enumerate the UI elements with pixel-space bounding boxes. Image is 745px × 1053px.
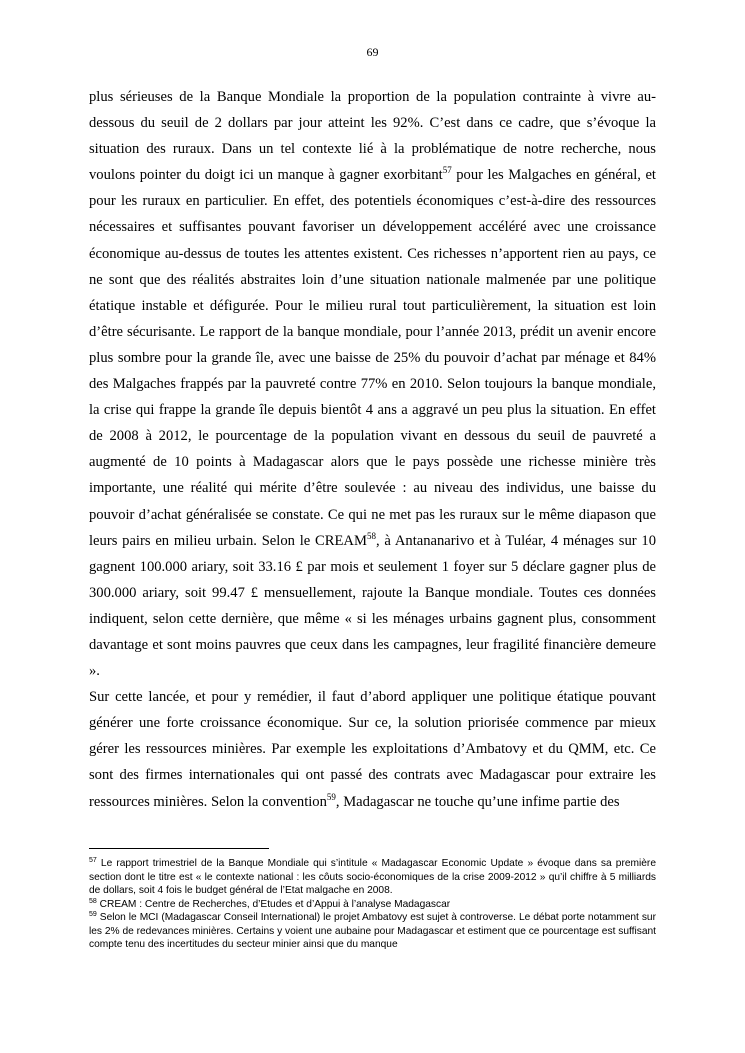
footnote-57 (89, 857, 656, 898)
footnote-58 (89, 898, 656, 912)
footnote-number: 59 (89, 911, 97, 918)
footnote-59 (89, 911, 656, 952)
footnote-ref-57: 57 (442, 165, 452, 176)
footnote-text: Selon le MCI (Madagascar Conseil International) le projet Ambatovy est sujet à controverse. Le débat porte notamment sur les 2% de redevances minières. Certains y voient une aubaine pour Madagascar et estiment que ce pourcentage est suffisant compte tenu des incertitudes du secteur minier ainsi que du manque (89, 912, 656, 950)
page-number: 69 (366, 45, 379, 59)
footnotes (89, 857, 656, 952)
paragraph-1 (89, 84, 656, 684)
footnote-text: Le rapport trimestriel de la Banque Mondiale qui s’intitule « Madagascar Economic Update » évoque dans sa première section dont le titre est « le contexte national : les côuts socio-économiques de la crise 2009-2012 » qu’il chiffre à 5 milliards de dollars, soit 4 fois le budget général de l’Etat malgache en 2008. (89, 858, 656, 896)
footnote-number: 58 (89, 897, 97, 905)
paragraph-1-part-c: , à Antananarivo et à Tuléar, 4 ménages sur 10 gagnent 100.000 ariary, soit 33.16 £ par mois et seulement 1 foyer sur 5 déclare gagner plus de 300.000 ariary, soit 99.47 £ mensuellement, rajoute la Banque mondiale. Toutes ces données indiquent, selon cette dernière, que même « si les ménages urbains gagnent plus, consomment davantage et sont moins pauvres que ceux dans les campagnes, leur fragilité financière demeure ». (89, 532, 656, 680)
footnote-ref-58: 58 (366, 530, 376, 541)
paragraph-2 (89, 684, 656, 814)
footnote-ref-59: 59 (326, 791, 336, 802)
paragraph-1-part-b: pour les Malgaches en général, et pour les ruraux en particulier. En effet, des potentiels économiques c’est-à-dire des ressources nécessaires et suffisantes pouvant favoriser un développement accéléré avec une croissance économique au-dessus de toutes les attentes existent. Ces richesses n’apportent rien au pays, ce ne sont que des réalités abstraites loin d’une situation nationale malmenée par une politique étatique instable et défigurée. Pour le milieu rural tout particulièrement, la situation est loin d’être sécurisante. Le rapport de la banque mondiale, pour l’année 2013, prédit un avenir encore plus sombre pour la grande île, avec une baisse de 25% du pouvoir d’achat par ménage et 84% des Malgaches frappés par la pauvreté contre 77% en 2010. Selon toujours la banque mondiale, la crise qui frappe la grande île depuis bientôt 4 ans a aggravé un peu plus la situation. En effet de 2008 à 2012, le pourcentage de la population vivant en dessous du seuil de pauvreté a augmenté de 10 points à Madagascar alors que le pays possède une richesse minière très importante, une réalité qui mérite d’être soulevée : au niveau des individus, une baisse du pouvoir d’achat généralisée se constate. Ce qui ne met pas les ruraux sur le même diapason que leurs pairs en milieu urbain. Selon le CREAM (89, 167, 656, 549)
footnote-number: 57 (89, 857, 97, 864)
body-text (89, 84, 656, 815)
paragraph-1-part-a: plus sérieuses de la Banque Mondiale la proportion de la population contrainte à vivre au-dessous du seuil de 2 dollars par jour atteint les 92%. C’est dans ce cadre, que s’évoque la situation des ruraux. Dans un tel contexte lié à la problématique de notre recherche, nous voulons pointer du doigt ici un manque à gagner exorbitant (89, 89, 656, 184)
paragraph-2-part-a: Sur cette lancée, et pour y remédier, il faut d’abord appliquer une politique étatique pouvant générer une forte croissance économique. Sur ce, la solution priorisée commence par mieux gérer les ressources minières. Par exemple les exploitations d’Ambatovy et du QMM, etc. Ce sont des firmes internationales qui ont passé des contrats avec Madagascar pour extraire les ressources minières. Selon la convention (89, 689, 656, 810)
footnote-text: CREAM : Centre de Recherches, d’Etudes et d’Appui à l’analyse Madagascar (96, 898, 451, 910)
footnote-separator (89, 848, 269, 849)
paragraph-2-part-b: , Madagascar ne touche qu’une infime partie des (335, 793, 620, 810)
